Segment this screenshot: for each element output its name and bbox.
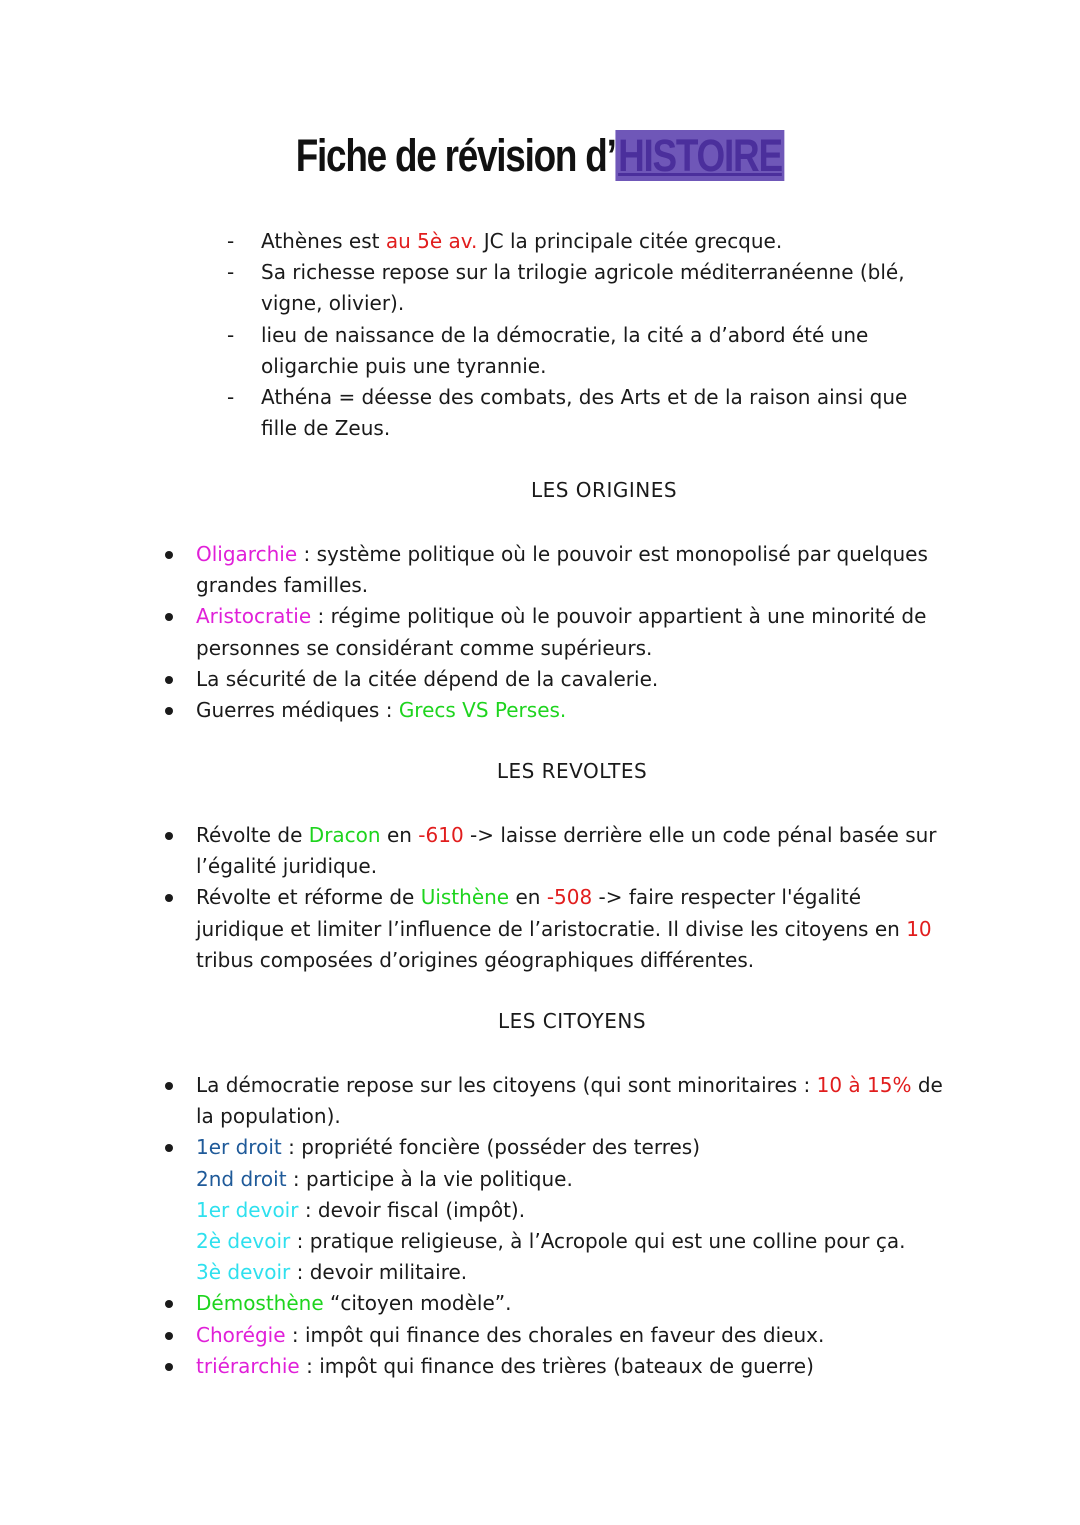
bullet-icon bbox=[165, 1363, 173, 1371]
list-item: triérarchie : impôt qui finance des trières (bateaux de guerre) bbox=[161, 1351, 951, 1382]
bullet-icon bbox=[165, 707, 173, 715]
title-prefix: Fiche de révision d’ bbox=[295, 130, 616, 181]
list-item: Révolte de Dracon en -610 -> laisse derrière elle un code pénal basée sur l’égalité juridique. bbox=[161, 820, 951, 882]
list-item: Démosthène “citoyen modèle”. bbox=[161, 1288, 951, 1319]
revoltes-list bbox=[161, 820, 951, 976]
section-title-citoyens: LES CITOYENS bbox=[497, 1009, 647, 1033]
page-title bbox=[97, 130, 983, 182]
intro-list bbox=[227, 226, 947, 444]
list-item: - Athènes est au 5è av. JC la principale citée grecque. bbox=[227, 229, 783, 253]
title-highlight: HISTOIRE bbox=[616, 130, 785, 181]
right-line: 1er droit : propriété foncière (posséder des terres) bbox=[196, 1135, 701, 1160]
bullet-icon bbox=[165, 1300, 173, 1308]
bullet-icon bbox=[165, 551, 173, 559]
list-item: - lieu de naissance de la démocratie, la cité a d’abord été une oligarchie puis une tyrannie. bbox=[227, 322, 869, 378]
bullet-icon bbox=[165, 1082, 173, 1090]
duty-line: 2è devoir : pratique religieuse, à l’Acropole qui est une colline pour ça. bbox=[196, 1229, 906, 1254]
duty-line: 3è devoir : devoir militaire. bbox=[196, 1260, 468, 1285]
section-title-origines: LES ORIGINES bbox=[530, 478, 678, 502]
list-item: Chorégie : impôt qui finance des chorales en faveur des dieux. bbox=[161, 1320, 951, 1351]
duty-line: 1er devoir : devoir fiscal (impôt). bbox=[196, 1197, 526, 1222]
list-item: - Sa richesse repose sur la trilogie agricole méditerranéenne (blé, vigne, olivier). bbox=[227, 260, 905, 316]
bullet-icon bbox=[165, 1332, 173, 1340]
bullet-icon bbox=[165, 676, 173, 684]
right-line: 2nd droit : participe à la vie politique. bbox=[196, 1166, 573, 1191]
bullet-icon bbox=[165, 1144, 173, 1152]
list-item: Guerres médiques : Grecs VS Perses. bbox=[161, 695, 951, 726]
list-item: Oligarchie : système politique où le pouvoir est monopolisé par quelques grandes familles. bbox=[161, 539, 951, 601]
bullet-icon bbox=[165, 894, 173, 902]
list-item: La sécurité de la citée dépend de la cavalerie. bbox=[161, 664, 951, 695]
bullet-icon bbox=[165, 613, 173, 621]
citoyens-list bbox=[161, 1070, 951, 1382]
list-item: Aristocratie : régime politique où le pouvoir appartient à une minorité de personnes se considérant comme supérieurs. bbox=[161, 601, 951, 663]
section-title-revoltes: LES REVOLTES bbox=[496, 759, 648, 783]
list-item: La démocratie repose sur les citoyens (qui sont minoritaires : 10 à 15% de la population). bbox=[161, 1070, 951, 1132]
list-item: - Athéna = déesse des combats, des Arts et de la raison ainsi que fille de Zeus. bbox=[227, 385, 908, 441]
bullet-icon bbox=[165, 832, 173, 840]
origines-list bbox=[161, 539, 951, 726]
list-item: Révolte et réforme de Uisthène en -508 -> faire respecter l'égalité juridique et limiter l’influence de l’aristocratie. Il divise les citoyens en 10 tribus composées d’origines géographiques différentes. bbox=[161, 882, 951, 976]
list-item bbox=[161, 1132, 951, 1288]
